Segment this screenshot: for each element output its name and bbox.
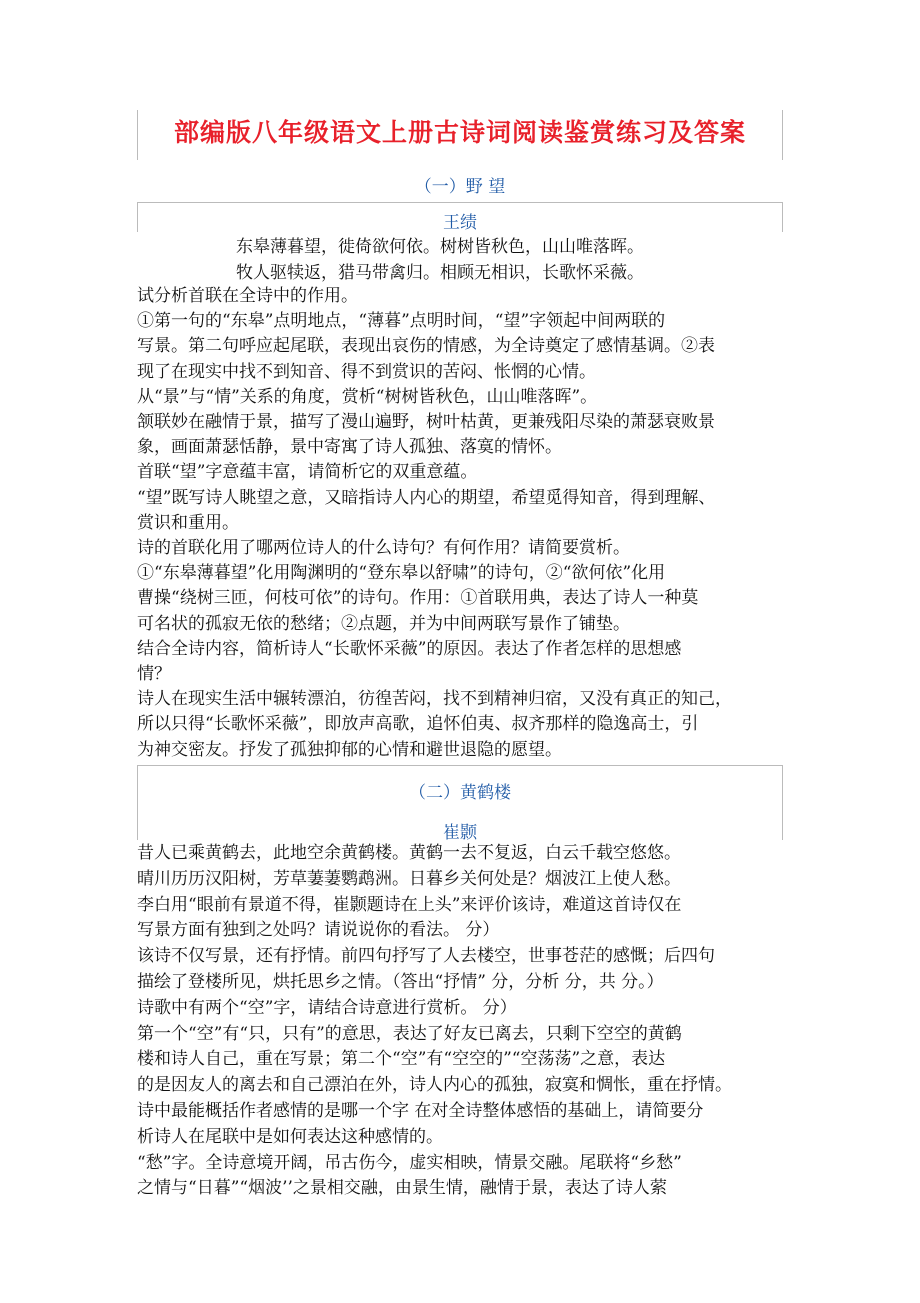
text-line: “愁”字。全诗意境开阔，吊古伤今，虚实相映，情景交融。尾联将“乡愁” bbox=[137, 1152, 682, 1173]
poem-line: 牧人驱犊返，猎马带禽归。相顾无相识，长歌怀采薇。 bbox=[236, 263, 644, 283]
poem-author: 王绩 bbox=[443, 213, 477, 233]
text-line: 昔人已乘黄鹤去，此地空余黄鹤楼。黄鹤一去不复返，白云千载空悠悠。 bbox=[137, 843, 681, 863]
text-line: 该诗不仅写景，还有抒情。前四句抒写了人去楼空，世事苍茫的感慨；后四句 bbox=[137, 946, 715, 967]
text-line: 结合全诗内容，简析诗人“长歌怀采薇”的原因。表达了作者怎样的思想感 bbox=[137, 638, 682, 659]
text-line: 诗歌中有两个“空”字，请结合诗意进行赏析。 分） bbox=[137, 997, 517, 1018]
text-line: 首联“望”字意蕴丰富，请简析它的双重意蕴。 bbox=[137, 462, 478, 483]
text-line: 从“景”与“情”关系的角度，赏析“树树皆秋色，山山唯落晖”。 bbox=[137, 386, 598, 407]
text-line: 李白用“眼前有景道不得，崔颢题诗在上头”来评价该诗，难道这首诗仅在 bbox=[137, 894, 682, 915]
text-line: 现了在现实中找不到知音、得不到赏识的苦闷、怅惘的心情。 bbox=[137, 361, 596, 382]
text-line: 楼和诗人自己，重在写景；第二个“空”有“空空的”“空荡荡”之意，表达 bbox=[137, 1049, 666, 1070]
text-line: ①第一句的“东皋”点明地点，“薄暮”点明时间，“望”字领起中间两联的 bbox=[137, 311, 666, 332]
text-line: 析诗人在尾联中是如何表达这种感情的。 bbox=[137, 1126, 443, 1147]
text-line: 赏识和重用。 bbox=[137, 512, 239, 533]
text-line: 为神交密友。抒发了孤独抑郁的心情和避世退隐的愿望。 bbox=[137, 739, 562, 760]
poem-line: 东皋薄暮望，徙倚欲何依。树树皆秋色，山山唯落晖。 bbox=[236, 237, 644, 257]
text-line: 描绘了登楼所见，烘托思乡之情。（答出“抒情” 分，分析 分，共 分。） bbox=[137, 972, 664, 992]
text-line: 写景。第二句呼应起尾联，表现出哀伤的情感，为全诗奠定了感情基调。②表 bbox=[137, 336, 715, 357]
text-line: 试分析首联在全诗中的作用。 bbox=[137, 286, 358, 306]
section-heading: （一）野 望 bbox=[414, 177, 506, 197]
text-line: 颔联妙在融情于景，描写了漫山遍野，树叶枯黄，更兼残阳尽染的萧瑟衰败景 bbox=[137, 412, 715, 432]
text-line: 可名状的孤寂无依的愁绪；②点题，并为中间两联写景作了铺垫。 bbox=[137, 613, 630, 634]
section-heading: （二）黄鹤楼 bbox=[409, 783, 511, 803]
text-line: “望”既写诗人眺望之意，又暗指诗人内心的期望，希望觅得知音，得到理解、 bbox=[137, 487, 716, 508]
text-line: 诗人在现实生活中辗转漂泊，彷徨苦闷，找不到精神归宿，又没有真正的知己， bbox=[137, 689, 732, 710]
text-line: 曹操“绕树三匝，何枝可依”的诗句。作用：①首联用典，表达了诗人一种莫 bbox=[137, 588, 699, 609]
text-line: ①“东皋薄暮望”化用陶渊明的“登东皋以舒啸”的诗句，②“欲何依”化用 bbox=[137, 563, 666, 584]
text-line: 的是因友人的离去和自己漂泊在外，诗人内心的孤独，寂寞和惆怅，重在抒情。 bbox=[137, 1075, 732, 1096]
text-line: 第一个“空”有“只，只有”的意思，表达了好友已离去，只剩下空空的黄鹤 bbox=[137, 1023, 682, 1044]
poem-author: 崔颢 bbox=[443, 823, 477, 843]
text-line: 诗的首联化用了哪两位诗人的什么诗句？有何作用？请简要赏析。 bbox=[137, 538, 630, 558]
text-line: 象，画面萧瑟恬静，景中寄寓了诗人孤独、落寞的情怀。 bbox=[137, 437, 562, 458]
text-line: 写景方面有独到之处吗？请说说你的看法。 分） bbox=[137, 920, 500, 941]
text-line: 所以只得“长歌怀采薇”，即放声高歌，追怀伯夷、叔齐那样的隐逸高士，引 bbox=[137, 714, 699, 735]
frame-line bbox=[137, 765, 782, 766]
frame-line bbox=[137, 202, 782, 203]
text-line: 之情与“日暮”“烟波’’之景相交融，由景生情，融情于景，表达了诗人萦 bbox=[137, 1178, 667, 1199]
text-line: 诗中最能概括作者感情的是哪一个字 在对全诗整体感悟的基础上，请简要分 bbox=[137, 1101, 704, 1121]
text-line: 情？ bbox=[137, 664, 171, 684]
text-line: 晴川历历汉阳树，芳草萋萋鹦鹉洲。日暮乡关何处是？烟波江上使人愁。 bbox=[137, 868, 681, 889]
page-title: 部编版八年级语文上册古诗词阅读鉴赏练习及答案 bbox=[173, 118, 746, 147]
